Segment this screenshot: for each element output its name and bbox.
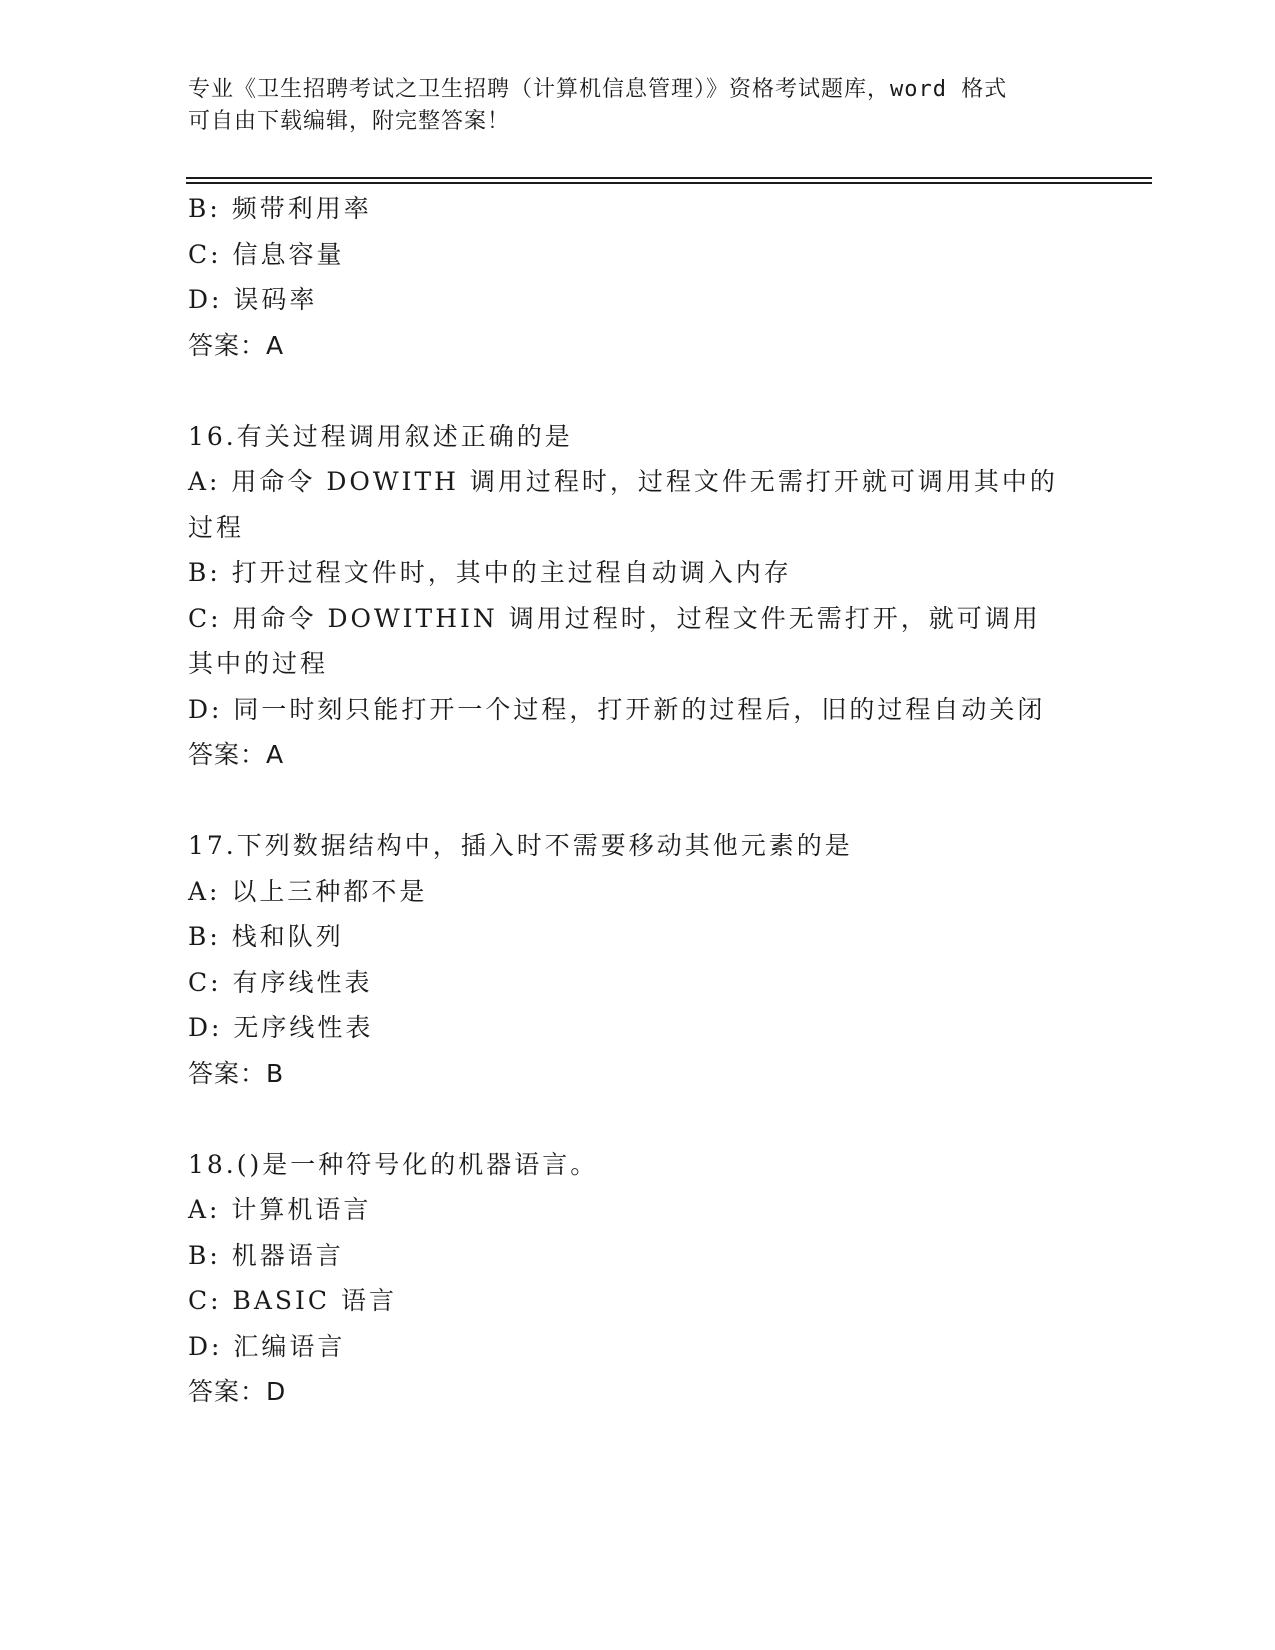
option-c: C: 有序线性表 [188,967,373,997]
option-d: D: 同一时刻只能打开一个过程，打开新的过程后，旧的过程自动关闭 [188,694,1046,724]
answer: 答案：D [188,1377,287,1406]
option-b: B: 频带利用率 [188,194,372,223]
option-a: A: 以上三种都不是 [188,876,428,906]
option-d: D: 误码率 [188,285,318,314]
option-a: A: 计算机语言 [188,1195,372,1224]
option-d: D: 无序线性表 [188,1013,374,1042]
question-17 [188,823,1088,1096]
spacer [188,368,1088,414]
question-18 [188,1142,1088,1415]
header-rule-bottom [186,182,1152,184]
question-stem: 16.有关过程调用叙述正确的是 [188,421,573,451]
question-16 [188,414,1088,778]
answer: 答案：A [188,740,285,769]
spacer [188,1096,1088,1142]
question-stem: 17.下列数据结构中，插入时不需要移动其他元素的是 [188,831,853,860]
answer: 答案：A [188,330,285,360]
option-b: B: 打开过程文件时，其中的主过程自动调入内存 [188,558,792,587]
header-rule-top [186,177,1152,179]
answer: 答案：B [188,1058,285,1088]
option-b: B: 机器语言 [188,1240,344,1270]
option-c: C: 用命令 DOWITHIN 调用过程时，过程文件无需打开，就可调用其中的过程 [188,603,1041,678]
option-c: C: BASIC 语言 [188,1286,398,1315]
question-15-tail [188,186,1088,368]
option-a: A: 用命令 DOWITH 调用过程时，过程文件无需打开就可调用其中的过程 [188,467,1058,542]
header-line-2: 可自由下载编辑，附完整答案！ [188,109,511,134]
option-c: C: 信息容量 [188,239,345,269]
header-line-1: 专业《卫生招聘考试之卫生招聘（计算机信息管理）》资格考试题库，word 格式 [188,77,1008,102]
spacer [188,778,1088,824]
option-b: B: 栈和队列 [188,922,344,951]
document-body [188,186,1088,1415]
question-stem: 18.()是一种符号化的机器语言。 [188,1149,599,1179]
option-d: D: 汇编语言 [188,1331,346,1361]
document-header [188,74,1068,138]
